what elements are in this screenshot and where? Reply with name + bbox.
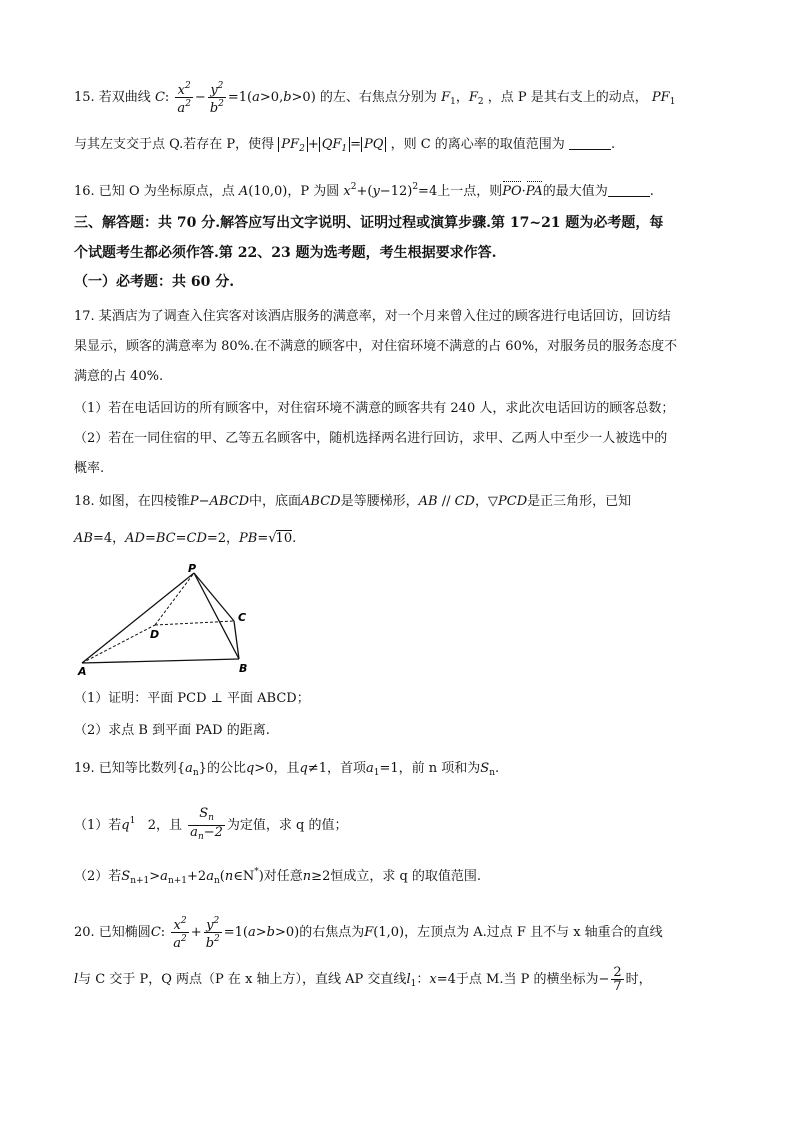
q19-p2-text-c: 恒成立，求 q 的取值范围.	[330, 869, 482, 884]
q19-text-a: 19. 已知等比数列	[74, 761, 177, 776]
q19-text-c: ，且	[273, 761, 300, 776]
q15-line2: 与其左支交于点 Q.若存在 P，使得 $PF_2 + QF_1$ = PQ ，则 C 的离心率的取值范围为 .	[74, 137, 616, 154]
q17-line3: 满意的占 40%.	[74, 369, 164, 384]
q20-frac-x: $\frac{x^2}{a^2}$	[173, 916, 187, 951]
q20-text-d: 与 C 交于 P，Q 两点（P 在 x 轴上方），直线 AP 交直线	[78, 972, 407, 987]
q17-part1: （1）若在电话回访的所有顾客中，对住宿环境不满意的顾客共有 240 人，求此次电话回访的顾客总数；	[74, 401, 675, 416]
q15-curve-name: C	[154, 90, 165, 105]
q15-text-b: 的左、右焦点分别为	[319, 90, 437, 105]
q18-text-c: 是等腰梯形，	[340, 494, 419, 509]
q19-p2-text-b: 对任意	[263, 869, 303, 884]
q15-answer-blank	[569, 137, 611, 150]
section3-part1: （一）必考题：共 60 分.	[74, 274, 235, 290]
q16-text-e: .	[649, 184, 654, 199]
q19-p1-text-c: 为定值，求 q 的值；	[226, 818, 348, 833]
q19-text-d: ，首项	[326, 761, 366, 776]
q18-part1: （1）证明：平面 PCD ⊥ 平面 ABCD；	[74, 691, 310, 706]
q19-p1-text-a: （1）若	[74, 818, 122, 833]
q19-frac: $\frac{S_n}{a_n-2}$	[190, 806, 223, 842]
q16-answer-blank	[608, 184, 650, 197]
q18-pyramid-figure	[76, 563, 260, 679]
q16-text-c: 上一点，则	[437, 184, 503, 199]
q15-line1: 15. 若双曲线 C: $\frac{x^2}{a^2}$ − $\frac{y^2}{b^2}$ =1(a>0,b>0) 的左、右焦点分别为 $F_1$，$F_2$ ，点 P 是其右支上的动点， $PF_1$	[74, 81, 676, 116]
label-d: D	[150, 628, 160, 641]
q20-text-a: 20. 已知椭圆	[74, 925, 151, 940]
q19-part2: （2）若$S_{n+1}>a_{n+1}+2a_n(n\in N^*)$对任意n≥2恒成立，求 q 的取值范围.	[74, 867, 482, 886]
label-p: P	[188, 563, 197, 575]
q18-part2: （2）求点 B 到平面 PAD 的距离.	[74, 723, 270, 738]
q20-text-c: ，左顶点为 A.过点 F 且不与 x 轴重合的直线	[404, 925, 663, 940]
q17-line1: 17. 某酒店为了调查入住宾客对该酒店服务的满意率，对一个月来曾入住过的顾客进行电话回访，回访结	[74, 309, 671, 324]
q20-frac-y: $\frac{y^2}{b^2}$	[205, 916, 220, 951]
q17-line2: 果显示，顾客的满意率为 80%.在不满意的顾客中，对住宿环境不满意的占 60%，对服务员的服务态度不	[74, 339, 678, 354]
q19-line1: 19. 已知等比数列$\{a_n\}$的公比q>0，且q≠1，首项$a_1=1$，前 n 项和为$S_n$.	[74, 761, 500, 778]
q15-text-f: .	[610, 137, 616, 152]
q15-text-a: 15. 若双曲线	[74, 90, 151, 105]
q19-text-e: ，前 n 项和为	[398, 761, 481, 776]
q15-text-c: ，点 P 是其右支上的动点，	[487, 90, 648, 105]
section3-line1: 三、解答题：共 70 分.解答应写出文字说明、证明过程或演算步骤.第 17~21 题为必考题，每	[74, 215, 664, 231]
q19-text-f: .	[495, 761, 500, 776]
q15-frac-y: $\frac{y^2}{b^2}$	[209, 81, 224, 116]
q18-text-b: 中，底面	[249, 494, 302, 509]
q20-text-b: 的右焦点为	[299, 925, 365, 940]
q19-text-b: 的公比	[206, 761, 246, 776]
q19-p1-text-b: ，且	[156, 818, 183, 833]
q20-line1: 20. 已知椭圆C: $\frac{x^2}{a^2}$ + $\frac{y^2}{b^2}$ =1(a>b>0)的右焦点为F(1,0)，左顶点为 A.过点 F 且不与 x 轴重合的直线	[74, 916, 663, 951]
label-b: B	[239, 662, 248, 675]
section3-line2: 个试题考生都必须作答.第 22、23 题为选考题，考生根据要求作答.	[74, 245, 497, 261]
q16-text-b: ，P 为圆	[287, 184, 340, 199]
q20-frac-neg: $\frac{2}{7}$	[613, 965, 622, 994]
q20-text-f: 时，	[625, 972, 652, 987]
q16-text-a: 16. 已知 O 为坐标原点，点	[74, 184, 235, 199]
label-a: A	[78, 665, 87, 678]
q19-p2-text-a: （2）若	[74, 869, 122, 884]
q20-text-e: 于点 M.当 P 的横坐标为	[455, 972, 599, 987]
label-c: C	[238, 611, 247, 624]
q16-text-d: 的最大值为	[542, 184, 608, 199]
q16-line: 16. 已知 O 为坐标原点，点 A(10,0)，P 为圆 $x^2+(y-12)^2=4$上一点，则PO·PA的最大值为 .	[74, 177, 734, 202]
q15-frac-x: $\frac{x^2}{a^2}$	[177, 81, 191, 116]
q18-line1: 18. 如图，在四棱锥P−ABCD中，底面ABCD是等腰梯形，AB // CD，▽PCD是正三角形，已知	[74, 494, 632, 509]
q15-text-e: ，则 C 的离心率的取值范围为	[390, 137, 565, 152]
q18-text-a: 18. 如图，在四棱锥	[74, 494, 190, 509]
q17-part2b: 概率.	[74, 461, 105, 476]
q18-text-d: ，	[474, 494, 488, 509]
q17-part2a: （2）若在一同住宿的甲、乙等五名顾客中，随机选择两名进行回访，求甲、乙两人中至少一人被选中的	[74, 431, 668, 446]
q15-text-d: 与其左支交于点 Q.若存在 P，使得	[74, 137, 275, 152]
q18-line2: AB=4，AD=BC=CD=2，PB=√10.	[74, 531, 297, 546]
q20-line2: l与 C 交于 P，Q 两点（P 在 x 轴上方），直线 AP 交直线$l_1$：x=4于点 M.当 P 的横坐标为− $\frac{2}{7}$ 时，	[74, 965, 652, 994]
q19-part1: （1）若$q^1$ 2，且 $\frac{S_n}{a_n-2}$ 为定值，求 q 的值；	[74, 806, 348, 842]
q18-text-e: 是正三角形，已知	[527, 494, 632, 509]
